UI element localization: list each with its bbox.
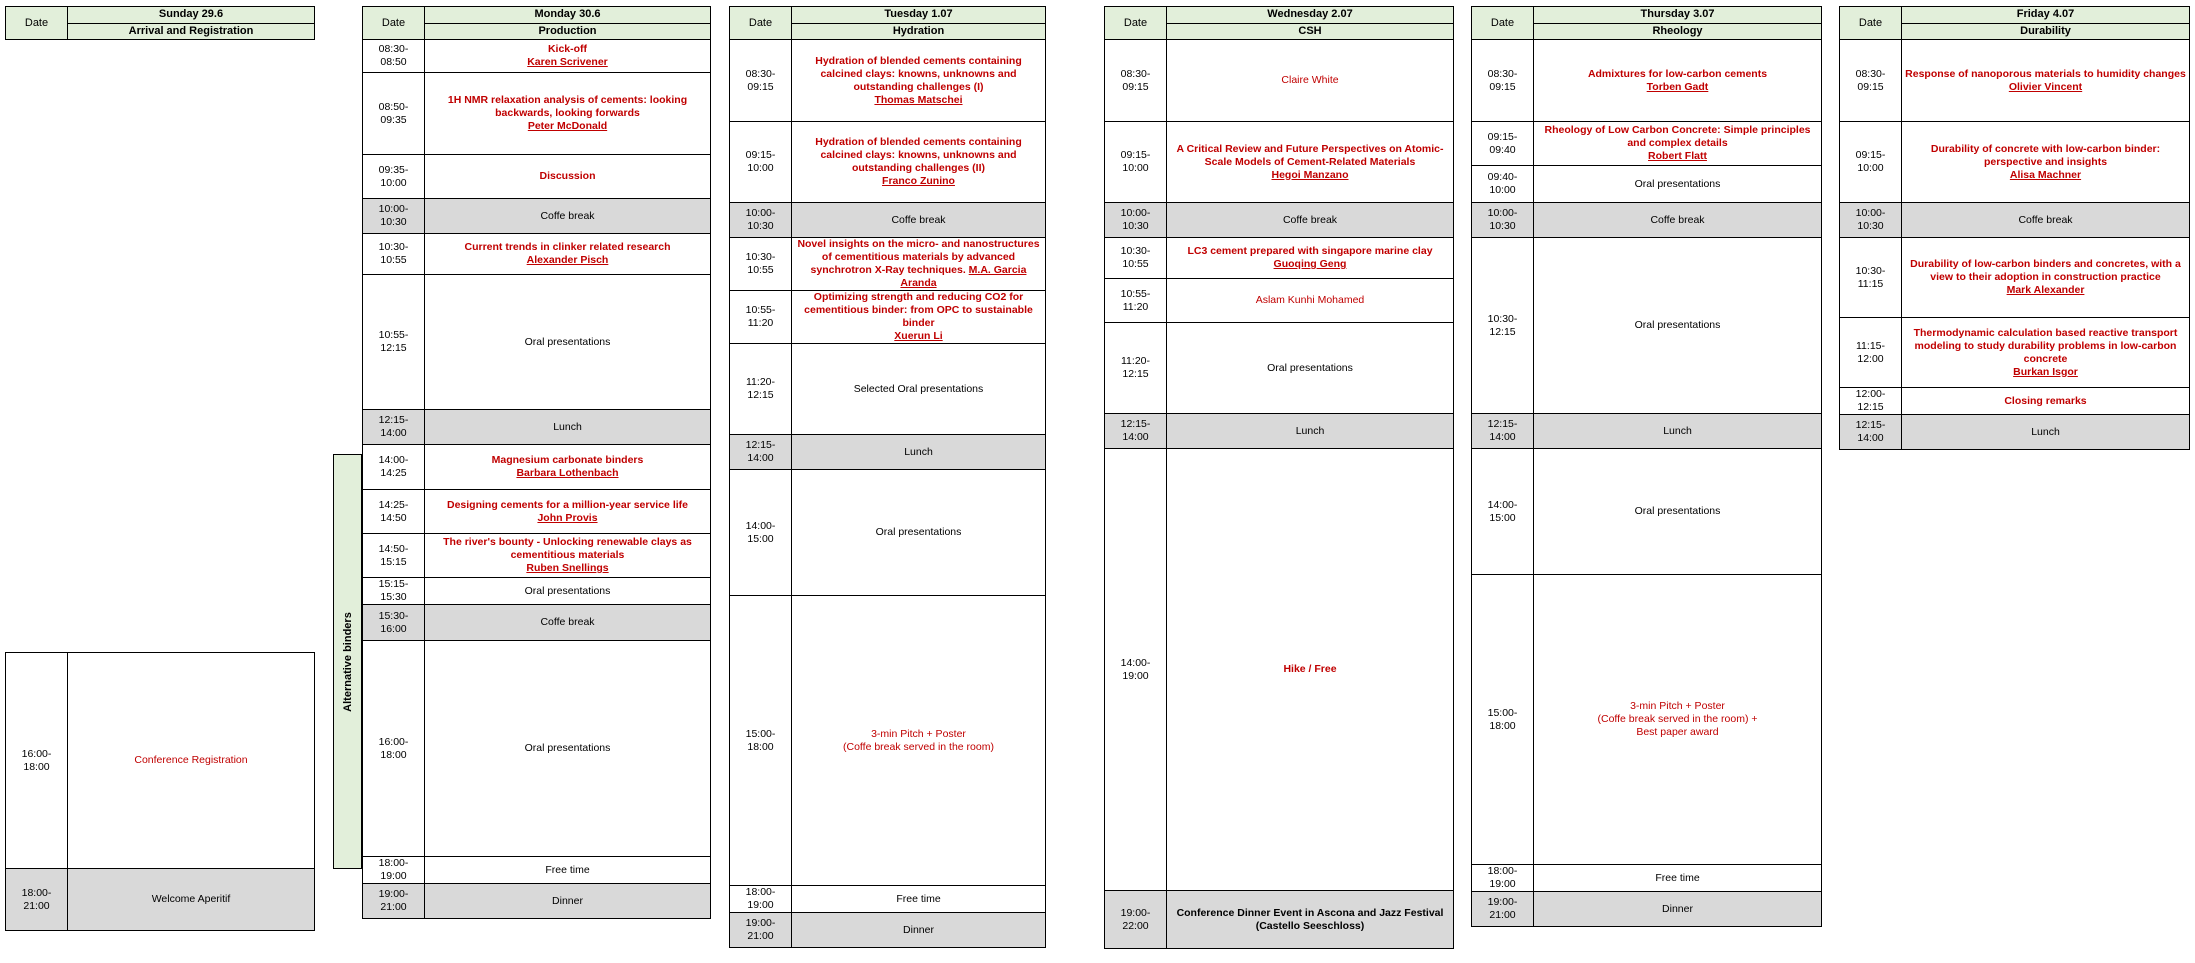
day-title: Thursday 3.07 (1534, 7, 1822, 24)
slot-time: 15:30-16:00 (363, 605, 425, 641)
schedule-slot (730, 470, 1046, 596)
schedule-slot (730, 40, 1046, 122)
slot-time: 10:55-11:20 (730, 291, 792, 344)
schedule-slot (730, 344, 1046, 435)
day-title: Wednesday 2.07 (1167, 7, 1454, 24)
slot-time: 09:15-10:00 (730, 122, 792, 203)
talk-speaker: Guoqing Geng (1273, 258, 1347, 270)
slot-title: Lunch (1534, 414, 1822, 449)
schedule-slot (1840, 238, 2190, 318)
slot-time: 10:00-10:30 (730, 203, 792, 238)
talk-title: Thermodynamic calculation based reactive transport modeling to study durability problems in low-carbon concrete (1913, 326, 2178, 365)
schedule-slot (730, 122, 1046, 203)
talk-title: Magnesium carbonate binders (491, 454, 644, 466)
schedule-slot (1105, 414, 1454, 449)
slot-title: Dinner (1534, 892, 1822, 927)
slot-title: Free time (425, 857, 711, 884)
schedule-slot (730, 291, 1046, 344)
slot-time: 09:15-10:00 (1105, 122, 1167, 203)
talk-title: LC3 cement prepared with singapore marine clay (1187, 245, 1433, 257)
slot-time: 14:00-15:00 (1472, 449, 1534, 575)
slot-time: 10:55-12:15 (363, 275, 425, 410)
slot-title: Oral presentations (425, 578, 711, 605)
slot-time: 11:20-12:15 (1105, 323, 1167, 414)
slot-title: 3-min Pitch + Poster (1630, 700, 1725, 712)
slot-title: Coffe break (1167, 203, 1454, 238)
slot-title: Dinner (425, 884, 711, 919)
slot-title: Coffe break (792, 203, 1046, 238)
slot-time: 14:00-15:00 (730, 470, 792, 596)
slot-title: Conference Dinner Event in Ascona and Jazz Festival (1176, 906, 1444, 919)
slot-time: 16:00-18:00 (363, 641, 425, 857)
day-title: Sunday 29.6 (68, 7, 315, 24)
talk-title: Response of nanoporous materials to humidity changes (1905, 67, 2186, 80)
slot-title: Lunch (792, 435, 1046, 470)
day-theme: Hydration (792, 23, 1046, 40)
talk-speaker: Torben Gadt (1646, 80, 1709, 93)
slot-title: Claire White (1167, 40, 1454, 122)
schedule-slot (363, 275, 711, 410)
slot-time: 19:00-21:00 (1472, 892, 1534, 927)
slot-title: Free time (1534, 865, 1822, 892)
talk-title: Optimizing strength and reducing CO2 for cementitious binder: from OPC to sustainable binder (804, 291, 1033, 329)
talk-title: Designing cements for a million-year service life (446, 498, 688, 511)
slot-time: 10:00-10:30 (1472, 203, 1534, 238)
slot-time: 10:55-11:20 (1105, 279, 1167, 323)
talk-speaker: Burkan Isgor (2013, 365, 2078, 378)
slot-time: 19:00-21:00 (363, 884, 425, 919)
slot-time: 15:00-18:00 (730, 596, 792, 886)
schedule-slot (363, 155, 711, 199)
schedule-slot (1472, 238, 1822, 414)
schedule-slot (363, 410, 711, 445)
schedule-slot (730, 435, 1046, 470)
talk-title: Durability of low-carbon binders and concretes, with a view to their adoption in construction practice (1910, 258, 2181, 283)
schedule-slot (363, 857, 711, 884)
talk-speaker: Franco Zunino (882, 175, 955, 187)
slot-title: Dinner (792, 913, 1046, 948)
schedule-slot (363, 605, 711, 641)
slot-title: Selected Oral presentations (792, 344, 1046, 435)
alternative-binders-label: Alternative binders (341, 611, 354, 712)
schedule-slot (1105, 203, 1454, 238)
talk-title: Current trends in clinker related research (464, 241, 671, 253)
schedule-slot (363, 490, 711, 534)
slot-time: 14:00-14:25 (363, 445, 425, 490)
slot-time: 10:30-12:15 (1472, 238, 1534, 414)
schedule-slot (6, 653, 315, 869)
slot-subtitle: (Castello Seeschloss) (1255, 919, 1365, 932)
talk-speaker: Thomas Matschei (874, 93, 963, 106)
slot-time: 08:30-09:15 (1840, 40, 1902, 122)
schedule-slot (730, 203, 1046, 238)
schedule-slot (1472, 865, 1822, 892)
day-theme: Rheology (1534, 23, 1822, 40)
talk-speaker: Peter McDonald (527, 120, 608, 132)
sunday-evening-block (5, 652, 315, 931)
date-label: Date (1472, 7, 1534, 40)
slot-time: 12:15-14:00 (1472, 414, 1534, 449)
slot-time: 12:15-14:00 (363, 410, 425, 445)
slot-subtitle: (Coffe break served in the room) (843, 740, 994, 753)
slot-title: Oral presentations (425, 275, 711, 410)
talk-speaker: Barbara Lothenbach (516, 467, 619, 479)
schedule-slot (1840, 122, 2190, 203)
day-theme: Durability (1902, 23, 2190, 40)
slot-time: 19:00-21:00 (730, 913, 792, 948)
slot-time: 08:50-09:35 (363, 73, 425, 155)
slot-time: 10:30-11:15 (1840, 238, 1902, 318)
slot-title: Lunch (1167, 414, 1454, 449)
slot-title: Coffe break (425, 199, 711, 234)
day-theme: Arrival and Registration (68, 23, 315, 40)
schedule-slot (363, 578, 711, 605)
schedule-slot (363, 534, 711, 578)
day-title: Friday 4.07 (1902, 7, 2190, 24)
day-tuesday (729, 6, 1046, 948)
schedule-slot (1105, 449, 1454, 891)
schedule-slot (1472, 166, 1822, 203)
schedule-slot (1472, 575, 1822, 865)
slot-time: 11:15-12:00 (1840, 318, 1902, 388)
slot-subtitle-award: Best paper award (1636, 726, 1719, 738)
slot-time: 11:20-12:15 (730, 344, 792, 435)
talk-speaker: Alexander Pisch (526, 254, 609, 266)
slot-title: Lunch (425, 410, 711, 445)
talk-title: Rheology of Low Carbon Concrete: Simple principles and complex details (1544, 124, 1811, 149)
schedule-slot (363, 199, 711, 234)
talk-title: A Critical Review and Future Perspectives on Atomic-Scale Models of Cement-Related Materials (1176, 142, 1444, 168)
slot-time: 10:00-10:30 (1840, 203, 1902, 238)
talk-title: Novel insights on the micro- and nanostructures of cementitious materials by advanced synchrotron X-Ray techniques. (797, 238, 1040, 276)
slot-title: Oral presentations (425, 641, 711, 857)
day-theme: CSH (1167, 23, 1454, 40)
talk-title: Hydration of blended cements containing calcined clays: knowns, unknowns and outstanding challenges (II) (815, 136, 1022, 174)
slot-time: 08:30-09:15 (730, 40, 792, 122)
slot-title: Oral presentations (1534, 166, 1822, 203)
schedule-slot (1840, 40, 2190, 122)
talk-title: 1H NMR relaxation analysis of cements: looking backwards, looking forwards (447, 94, 688, 119)
talk-speaker: M.A. Garcia Aranda (900, 264, 1027, 289)
slot-time: 09:15-10:00 (1840, 122, 1902, 203)
slot-title: Aslam Kunhi Mohamed (1167, 279, 1454, 323)
slot-time: 10:30-10:55 (1105, 238, 1167, 279)
talk-title: Durability of concrete with low-carbon binder: perspective and insights (1930, 142, 2161, 168)
talk-speaker: Alisa Machner (2009, 168, 2082, 181)
slot-time: 08:30-09:15 (1472, 40, 1534, 122)
schedule-slot (1840, 388, 2190, 415)
slot-subtitle: (Coffe break served in the room) + (1597, 713, 1758, 725)
schedule-slot (730, 238, 1046, 291)
schedule-slot (363, 40, 711, 73)
slot-time: 09:40-10:00 (1472, 166, 1534, 203)
talk-title: The river's bounty - Unlocking renewable clays as cementitious materials (443, 536, 692, 561)
talk-speaker: Robert Flatt (1648, 150, 1707, 162)
date-label: Date (6, 7, 68, 40)
slot-time: 14:50-15:15 (363, 534, 425, 578)
talk-speaker: Olivier Vincent (2008, 80, 2083, 93)
schedule-slot (363, 884, 711, 919)
slot-time: 18:00-19:00 (1472, 865, 1534, 892)
slot-title: Oral presentations (792, 470, 1046, 596)
day-sunday (5, 6, 315, 40)
schedule-slot (1472, 203, 1822, 238)
slot-time: 08:30-08:50 (363, 40, 425, 73)
day-wednesday (1104, 6, 1454, 949)
schedule-slot (1105, 279, 1454, 323)
day-theme: Production (425, 23, 711, 40)
slot-title: 3-min Pitch + Poster (871, 727, 966, 740)
slot-title: Closing remarks (1902, 388, 2190, 415)
slot-time: 10:00-10:30 (363, 199, 425, 234)
schedule-slot (1840, 318, 2190, 388)
day-title: Monday 30.6 (425, 7, 711, 24)
slot-title: Coffe break (1902, 203, 2190, 238)
talk-speaker: Karen Scrivener (527, 56, 608, 68)
talk-speaker: Mark Alexander (2006, 284, 2085, 296)
talk-title: Discussion (539, 170, 596, 182)
slot-title: Lunch (1902, 415, 2190, 450)
schedule-slot (1472, 892, 1822, 927)
day-thursday (1471, 6, 1822, 927)
date-label: Date (1105, 7, 1167, 40)
schedule-slot (1840, 415, 2190, 450)
schedule-slot (363, 445, 711, 490)
slot-time: 12:15-14:00 (730, 435, 792, 470)
schedule-slot (1472, 122, 1822, 166)
day-title: Tuesday 1.07 (792, 7, 1046, 24)
slot-time: 19:00-22:00 (1105, 891, 1167, 949)
schedule-slot (1840, 203, 2190, 238)
slot-title: Conference Registration (68, 653, 315, 869)
schedule-slot (1472, 414, 1822, 449)
slot-time: 15:15-15:30 (363, 578, 425, 605)
slot-title: Oral presentations (1534, 449, 1822, 575)
schedule-slot (1105, 122, 1454, 203)
slot-time: 14:00-19:00 (1105, 449, 1167, 891)
schedule-slot (1472, 449, 1822, 575)
slot-time: 16:00-18:00 (6, 653, 68, 869)
slot-time: 10:30-10:55 (363, 234, 425, 275)
date-label: Date (1840, 7, 1902, 40)
slot-title: Oral presentations (1167, 323, 1454, 414)
date-label: Date (730, 7, 792, 40)
day-monday (362, 6, 711, 919)
day-friday (1839, 6, 2190, 450)
slot-time: 18:00-19:00 (730, 886, 792, 913)
date-label: Date (363, 7, 425, 40)
slot-time: 12:00-12:15 (1840, 388, 1902, 415)
talk-title: Hydration of blended cements containing calcined clays: knowns, unknowns and outstanding challenges (I) (815, 54, 1022, 93)
schedule-slot (730, 913, 1046, 948)
talk-speaker: Xuerun Li (894, 330, 943, 342)
talk-speaker: John Provis (537, 511, 598, 524)
schedule-slot (6, 869, 315, 931)
slot-title: Welcome Aperitif (68, 869, 315, 931)
schedule-slot (1105, 891, 1454, 949)
slot-title: Coffe break (1534, 203, 1822, 238)
slot-time: 14:25-14:50 (363, 490, 425, 534)
schedule-slot (730, 886, 1046, 913)
slot-time: 10:00-10:30 (1105, 203, 1167, 238)
schedule-slot (1105, 323, 1454, 414)
slot-time: 09:35-10:00 (363, 155, 425, 199)
schedule-slot (1472, 40, 1822, 122)
talk-speaker: Hegoi Manzano (1271, 168, 1349, 181)
slot-time: 15:00-18:00 (1472, 575, 1534, 865)
slot-title: Oral presentations (1534, 238, 1822, 414)
slot-title: Coffe break (425, 605, 711, 641)
talk-speaker: Ruben Snellings (526, 562, 609, 574)
schedule-slot (363, 73, 711, 155)
slot-time: 18:00-19:00 (363, 857, 425, 884)
slot-time: 08:30-09:15 (1105, 40, 1167, 122)
slot-time: 10:30-10:55 (730, 238, 792, 291)
schedule-slot (1105, 40, 1454, 122)
schedule-slot (1105, 238, 1454, 279)
schedule-slot (730, 596, 1046, 886)
slot-time: 09:15-09:40 (1472, 122, 1534, 166)
slot-time: 18:00-21:00 (6, 869, 68, 931)
slot-title: Free time (792, 886, 1046, 913)
schedule-slot (363, 234, 711, 275)
talk-title: Kick-off (547, 43, 588, 55)
schedule-slot (363, 641, 711, 857)
slot-time: 12:15-14:00 (1105, 414, 1167, 449)
alternative-binders-band (333, 454, 362, 869)
talk-title: Admixtures for low-carbon cements (1587, 67, 1768, 80)
slot-title: Hike / Free (1167, 449, 1454, 891)
slot-time: 12:15-14:00 (1840, 415, 1902, 450)
